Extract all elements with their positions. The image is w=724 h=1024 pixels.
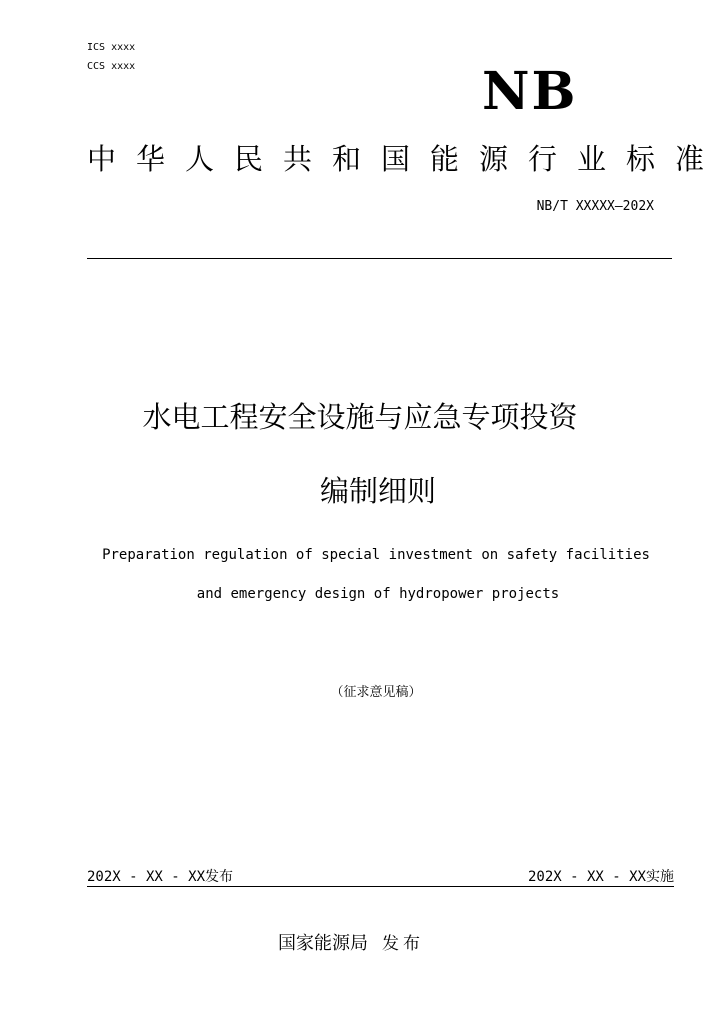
- english-title-line-1: Preparation regulation of special investment on safety facilities: [102, 547, 650, 563]
- draft-status-label: （征求意见稿）: [330, 685, 422, 700]
- ics-code: ICS xxxx: [87, 42, 136, 53]
- standard-category-title: 中华人民共和国能源行业标准: [87, 142, 724, 176]
- top-divider: [87, 258, 672, 259]
- implementation-date: 202X - XX - XX实施: [527, 869, 674, 885]
- chinese-title-line-2: 编制细则: [319, 474, 436, 508]
- classification-codes: [87, 38, 135, 76]
- issue-date: 202X - XX - XX发布: [87, 869, 234, 885]
- chinese-title-line-1: 水电工程安全设施与应急专项投资: [142, 400, 578, 434]
- issue-word: 发布: [382, 934, 424, 954]
- english-title-line-2: and emergency design of hydropower projects: [196, 586, 560, 602]
- publisher-name: 国家能源局: [278, 933, 368, 954]
- bottom-divider: [87, 886, 674, 887]
- nb-logo: NB: [482, 61, 578, 122]
- publisher-line: [278, 931, 424, 957]
- standard-number: NB/T XXXXX—202X: [536, 199, 654, 214]
- ccs-code: CCS xxxx: [87, 61, 136, 72]
